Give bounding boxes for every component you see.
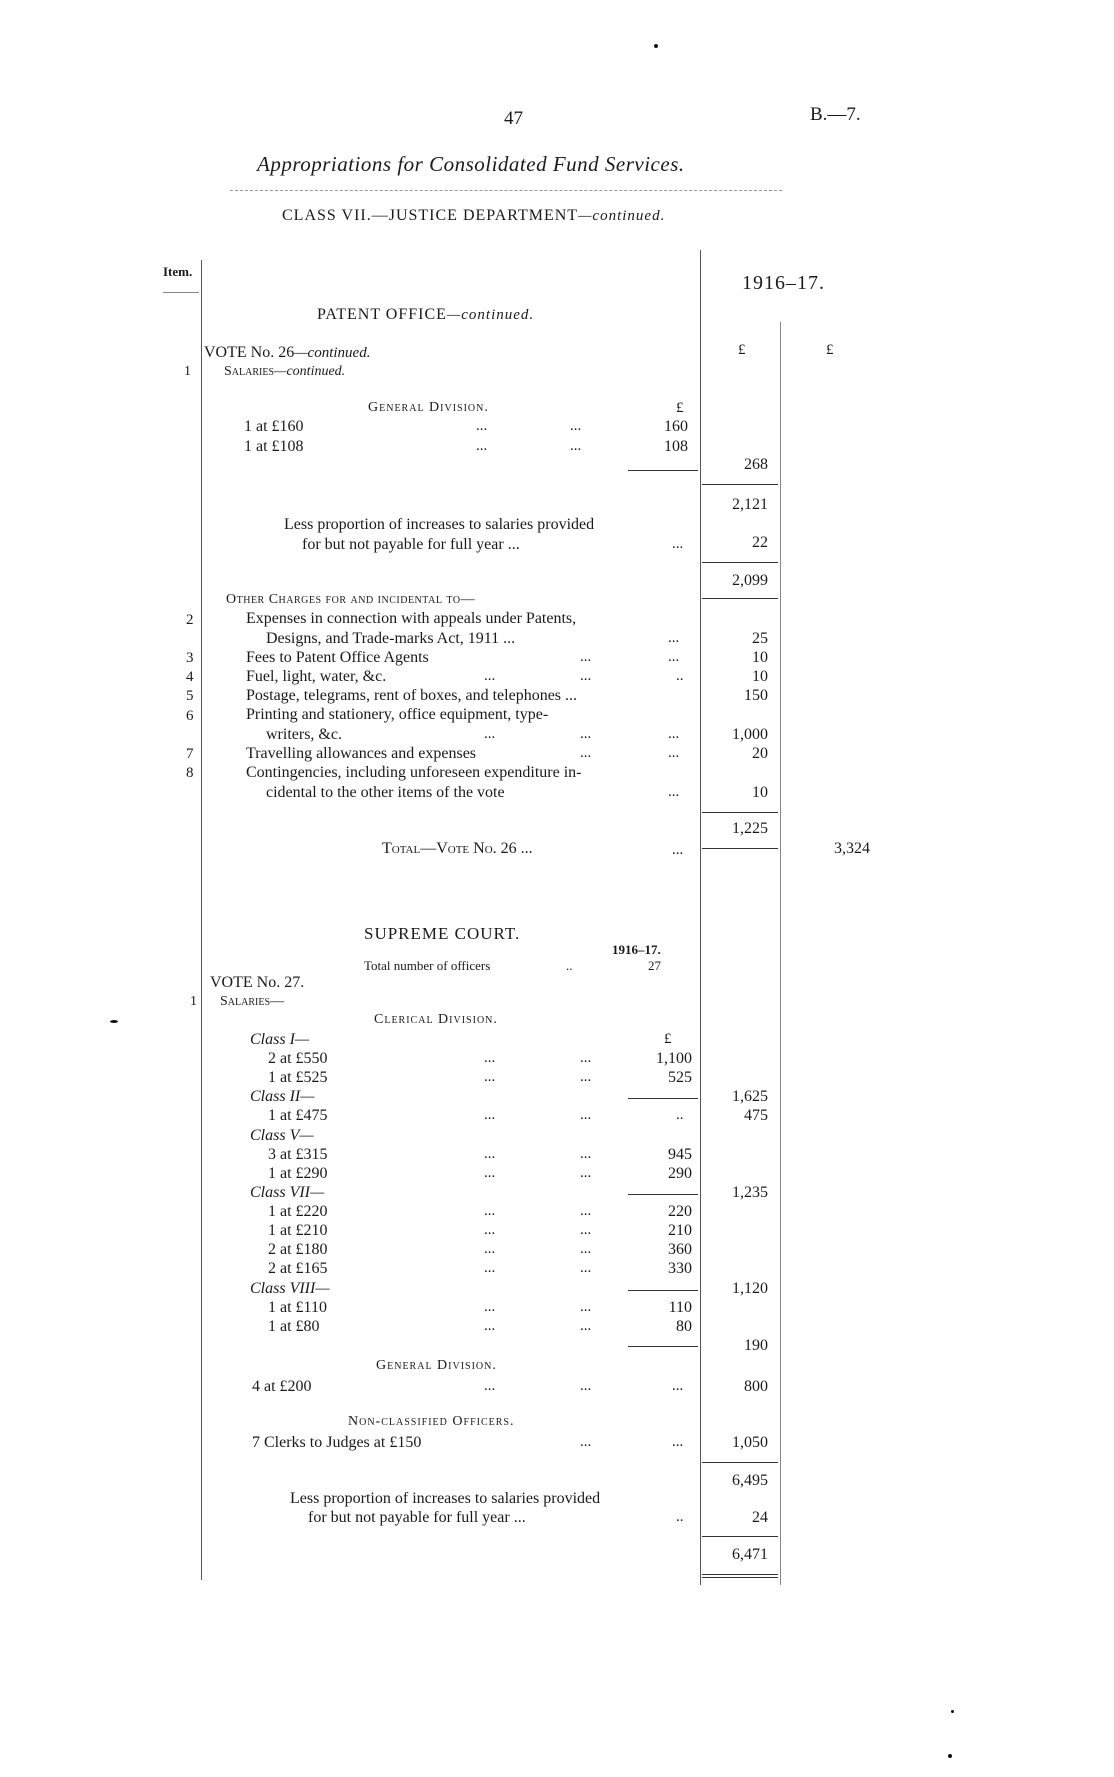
less-proportion-line2: for but not payable for full year ...: [308, 1509, 526, 1526]
item-column-header: Item.: [163, 264, 193, 279]
page-number: 47: [504, 108, 523, 129]
leader-dots: ...: [668, 630, 680, 646]
vote-26-total-text: Total—Vote No. 26 ...: [382, 840, 533, 857]
salary-row-label: 1 at £160: [244, 418, 304, 435]
leader-dots: ...: [484, 1241, 496, 1257]
general-division-heading: General Division.: [368, 400, 489, 415]
leader-dots: ...: [484, 726, 496, 742]
salaries-continued: —continued.: [274, 364, 346, 379]
item-number: 1: [184, 364, 191, 379]
charge-item-number: 3: [186, 650, 194, 666]
salary-row-amount: 330: [668, 1260, 692, 1277]
total-rule: [702, 484, 778, 485]
patent-office-title: [317, 306, 534, 324]
salary-row-label: 1 at £525: [268, 1069, 328, 1086]
charge-amount: 150: [744, 687, 768, 704]
net-bottom-rule: [702, 1574, 778, 1575]
charge-label: Contingencies, including unforeseen expenditure in-: [246, 764, 582, 781]
salary-row-amount: 525: [668, 1069, 692, 1086]
charge-amount: 10: [752, 668, 768, 685]
salary-row-label: 1 at £108: [244, 438, 304, 455]
class-label: Class VIII—: [250, 1280, 330, 1297]
charge-label-continued: Designs, and Trade-marks Act, 1911 ...: [266, 630, 516, 647]
leader-dots: ...: [580, 1069, 592, 1085]
total-column-divider: [780, 322, 781, 1585]
leader-dots: ...: [580, 1260, 592, 1276]
charge-item-number: 5: [186, 688, 194, 704]
class-subtotal-amount: 1,235: [732, 1184, 768, 1201]
salary-row-label: 1 at £80: [268, 1318, 320, 1335]
gross-total-amount: 2,121: [732, 496, 768, 513]
leader-dots: ...: [672, 1378, 684, 1394]
salary-row-label: 3 at £315: [268, 1146, 328, 1163]
scan-speck: [948, 1754, 952, 1758]
leader-dots: ...: [484, 668, 496, 684]
leader-dots: ...: [484, 1069, 496, 1085]
document-reference: B.—7.: [810, 104, 861, 125]
net-bottom-rule: [702, 598, 778, 599]
salary-row-label: 2 at £180: [268, 1241, 328, 1258]
class-subtotal-rule: [628, 1194, 698, 1195]
net-rule: [702, 1536, 778, 1537]
charge-label: Fees to Patent Office Agents: [246, 649, 429, 666]
leader-dots: ...: [570, 418, 582, 434]
gross-total-rule: [702, 1462, 778, 1463]
salary-row-label: 2 at £165: [268, 1260, 328, 1277]
general-division-heading: General Division.: [376, 1358, 497, 1373]
less-proportion-line1: Less proportion of increases to salaries provided: [284, 516, 595, 533]
charge-item-number: 8: [186, 765, 194, 781]
leader-dots: ..: [676, 1107, 684, 1123]
class-heading-continued: —continued.: [578, 208, 666, 224]
class-subtotal-amount: 1,625: [732, 1088, 768, 1105]
leader-dots: ...: [580, 649, 592, 665]
net-salaries-amount: 6,471: [732, 1546, 768, 1563]
class-label: Class VII—: [250, 1184, 325, 1201]
subtotal-amount: 268: [744, 456, 768, 473]
leader-dots: ...: [484, 1318, 496, 1334]
leader-dots: ...: [484, 1107, 496, 1123]
salary-row-label: 4 at £200: [252, 1378, 312, 1395]
leader-dots: ...: [484, 1165, 496, 1181]
charge-item-number: 7: [186, 746, 194, 762]
leader-dots: ...: [476, 418, 488, 434]
charge-label: Expenses in connection with appeals under Patents,: [246, 610, 577, 627]
scan-speck: [654, 44, 658, 48]
clerical-division-heading: Clerical Division.: [374, 1012, 498, 1027]
salary-row-amount: 210: [668, 1222, 692, 1239]
gross-total-amount: 6,495: [732, 1472, 768, 1489]
charge-amount: 25: [752, 630, 768, 647]
patent-office-title-continued: —continued.: [446, 307, 535, 323]
class-label: Class II—: [250, 1088, 315, 1105]
leader-dots: ...: [580, 1107, 592, 1123]
leader-dots: ...: [580, 1241, 592, 1257]
salary-row-amount: 360: [668, 1241, 692, 1258]
class-single-amount: 475: [744, 1107, 768, 1124]
non-classified-heading: Non-classified Officers.: [348, 1414, 515, 1429]
leader-dots: ...: [484, 1203, 496, 1219]
salary-row-label: 1 at £220: [268, 1203, 328, 1220]
less-proportion-line2: for but not payable for full year ...: [302, 536, 520, 553]
salary-row-amount: 80: [676, 1318, 692, 1335]
leader-dots: ...: [484, 1378, 496, 1394]
salary-row-label: 1 at £290: [268, 1165, 328, 1182]
salary-row-amount: 220: [668, 1203, 692, 1220]
amount-column-divider: [700, 250, 701, 1585]
leader-dots: ...: [580, 1165, 592, 1181]
sub-pound-sign: £: [676, 400, 684, 416]
salary-row-amount: 945: [668, 1146, 692, 1163]
charge-item-number: 6: [186, 708, 194, 724]
salaries-label: Salaries: [224, 364, 275, 379]
salaries-heading: [224, 364, 345, 380]
net-bottom-double-rule: [702, 1577, 778, 1578]
leader-dots: ...: [580, 726, 592, 742]
charge-label-continued: writers, &c.: [266, 726, 342, 743]
supreme-court-title: SUPREME COURT.: [364, 924, 521, 943]
leader-dots: ...: [484, 1260, 496, 1276]
charge-label: Postage, telegrams, rent of boxes, and telephones ...: [246, 687, 578, 704]
leader-dots: ...: [668, 649, 680, 665]
less-proportion-amount: 22: [752, 534, 768, 551]
charge-label: Travelling allowances and expenses: [246, 745, 477, 762]
class-heading: [282, 207, 665, 225]
less-proportion-amount: 24: [752, 1509, 768, 1526]
title-rule: [230, 190, 782, 192]
leader-dots: ...: [484, 1146, 496, 1162]
officers-year-header: 1916–17.: [612, 942, 661, 957]
leader-dots: ..: [676, 1509, 684, 1525]
salary-row-label: 1 at £475: [268, 1107, 328, 1124]
leader-dots: ...: [580, 1203, 592, 1219]
clerks-amount: 1,050: [732, 1434, 768, 1451]
officers-count-value: 27: [648, 958, 661, 973]
vote-26-heading: [204, 344, 370, 362]
item-header-rule: [163, 292, 199, 293]
scan-speck: [110, 1020, 118, 1023]
leader-dots: ...: [672, 1434, 684, 1450]
charge-label: Printing and stationery, office equipment, type-: [246, 706, 549, 723]
leader-dots: ...: [570, 438, 582, 454]
leader-dots: ...: [672, 842, 684, 858]
general-division-amount: 800: [744, 1378, 768, 1395]
salary-row-amount: 108: [664, 438, 688, 455]
salary-row-label: 1 at £210: [268, 1222, 328, 1239]
pound-column-2: £: [826, 342, 834, 358]
class-subtotal-rule: [628, 1290, 698, 1291]
charge-label-continued: cidental to the other items of the vote: [266, 784, 505, 801]
patent-office-title-text: PATENT OFFICE: [317, 306, 447, 323]
year-column-header: 1916–17.: [742, 272, 825, 294]
leader-dots: ...: [580, 1146, 592, 1162]
vote-27-heading: VOTE No. 27.: [210, 974, 305, 991]
charge-item-number: 2: [186, 612, 194, 628]
leader-dots: ...: [668, 726, 680, 742]
charge-item-number: 4: [186, 669, 194, 685]
salary-row-amount: 110: [668, 1299, 692, 1316]
leader-dots: ...: [580, 668, 592, 684]
charge-amount: 1,000: [732, 726, 768, 743]
charges-total-bottom-rule: [702, 848, 778, 849]
class-subtotal-amount: 1,120: [732, 1280, 768, 1297]
salary-row-amount: 160: [664, 418, 688, 435]
charge-amount: 20: [752, 745, 768, 762]
class-label: Class I—: [250, 1031, 310, 1048]
salaries-heading: Salaries—: [220, 994, 285, 1009]
leader-dots: ...: [580, 745, 592, 761]
vote-26-total-label: [382, 840, 533, 858]
charges-total-amount: 1,225: [732, 820, 768, 837]
other-charges-heading: Other Charges for and incidental to—: [226, 592, 476, 607]
class-subtotal-rule: [628, 1346, 698, 1347]
leader-dots: ...: [580, 1299, 592, 1315]
leader-dots: ...: [580, 1434, 592, 1450]
class-subtotal-amount: 190: [744, 1337, 768, 1354]
leader-dots: ..: [566, 958, 573, 973]
pound-column-1: £: [738, 342, 746, 358]
leader-dots: ...: [668, 745, 680, 761]
leader-dots: ...: [484, 1050, 496, 1066]
leader-dots: ...: [484, 1222, 496, 1238]
scan-speck: [951, 1710, 954, 1713]
page-title: Appropriations for Consolidated Fund Services.: [257, 152, 685, 176]
leader-dots: ...: [668, 784, 680, 800]
class-subtotal-rule: [628, 1098, 698, 1099]
leader-dots: ...: [580, 1050, 592, 1066]
item-number: 1: [190, 994, 197, 1009]
leader-dots: ...: [580, 1318, 592, 1334]
salary-row-amount: 1,100: [656, 1050, 692, 1067]
salary-row-amount: 290: [668, 1165, 692, 1182]
class-heading-text: CLASS VII.—JUSTICE DEPARTMENT: [282, 207, 579, 224]
vote-26-label: VOTE No. 26: [204, 344, 295, 361]
officers-count-label: Total number of officers: [364, 958, 491, 973]
leader-dots: ...: [484, 1299, 496, 1315]
leader-dots: ...: [476, 438, 488, 454]
net-rule: [702, 562, 778, 563]
subtotal-rule: [628, 470, 698, 471]
item-column-divider: [201, 260, 202, 1580]
leader-dots: ...: [580, 1222, 592, 1238]
net-salaries-amount: 2,099: [732, 572, 768, 589]
charge-amount: 10: [752, 784, 768, 801]
sub-pound-sign: £: [664, 1031, 672, 1047]
class-label: Class V—: [250, 1127, 314, 1144]
vote-26-total-amount: 3,324: [834, 840, 870, 857]
salary-row-label: 1 at £110: [268, 1299, 327, 1316]
charge-amount: 10: [752, 649, 768, 666]
less-proportion-line1: Less proportion of increases to salaries provided: [290, 1490, 601, 1507]
charge-label: Fuel, light, water, &c.: [246, 668, 387, 685]
vote-26-continued: —continued.: [294, 345, 371, 361]
leader-dots: ..: [676, 668, 684, 684]
charges-total-rule: [702, 812, 778, 813]
leader-dots: ...: [672, 536, 684, 552]
salary-row-label: 7 Clerks to Judges at £150: [252, 1434, 422, 1451]
salary-row-label: 2 at £550: [268, 1050, 328, 1067]
leader-dots: ...: [580, 1378, 592, 1394]
